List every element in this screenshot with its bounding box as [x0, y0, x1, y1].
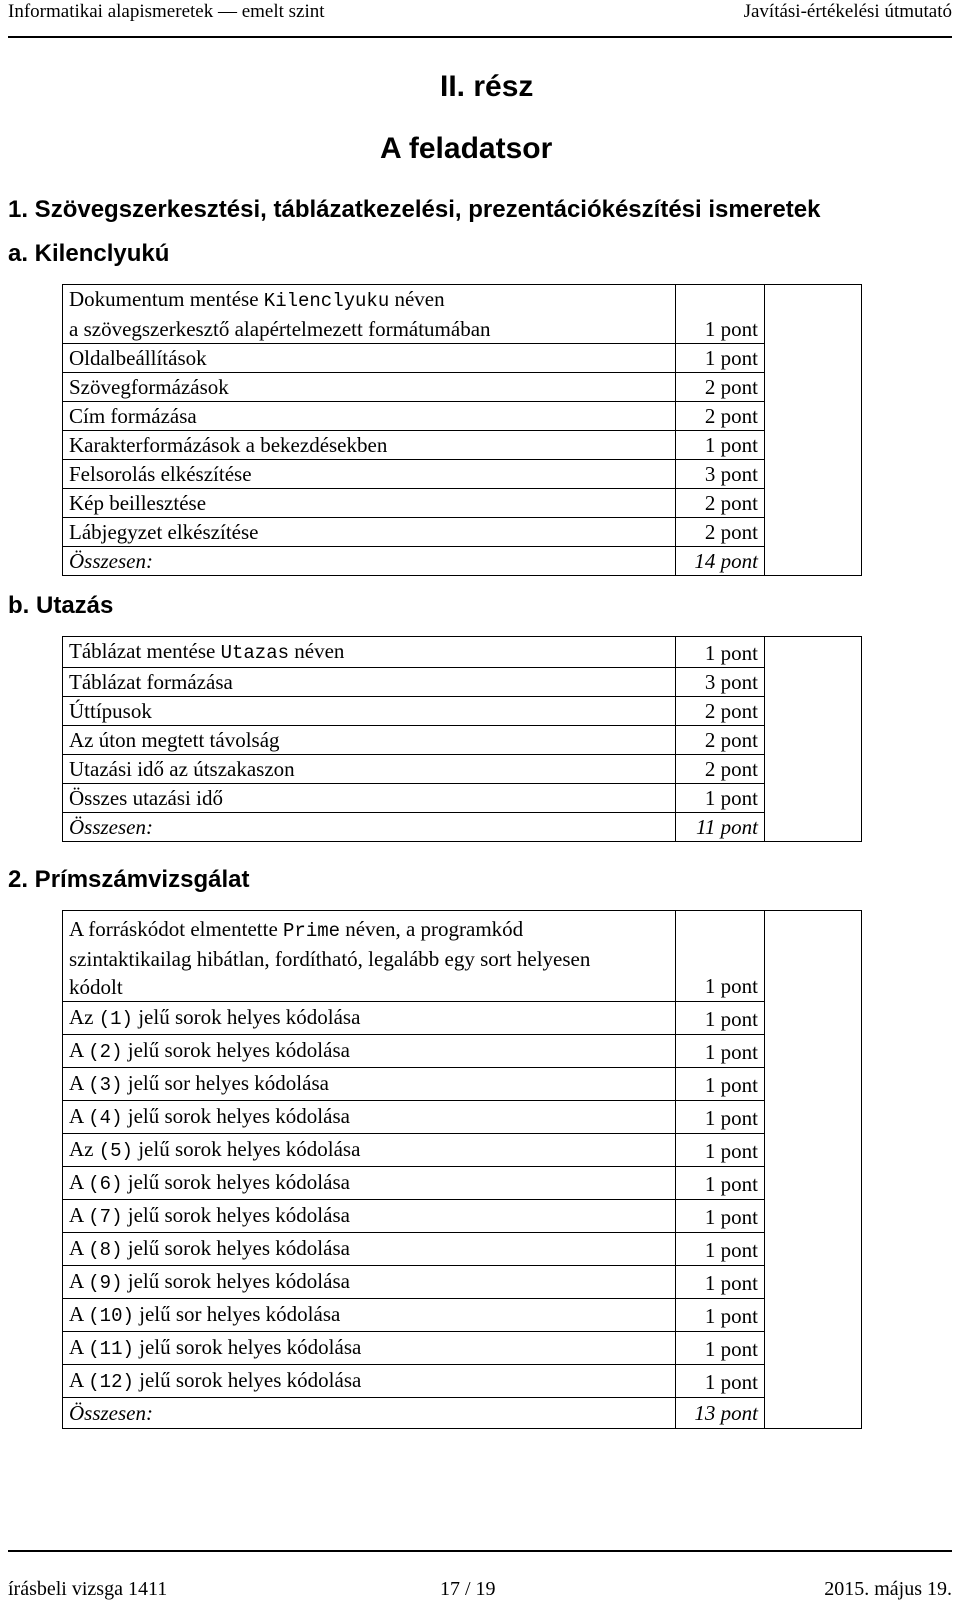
row-points: 2 pont: [676, 726, 765, 755]
row-points: 1 pont: [676, 911, 765, 1002]
row-points: 2 pont: [676, 402, 765, 431]
header-right: Javítási-értékelési útmutató: [743, 1, 952, 22]
total-points: 11 pont: [676, 813, 765, 842]
table-row: [63, 1035, 862, 1068]
table-row: [63, 1167, 862, 1200]
row-points: 1 pont: [676, 1200, 765, 1233]
row-label: A (11) jelű sorok helyes kódolása: [63, 1332, 676, 1365]
row-points: 2 pont: [676, 755, 765, 784]
row-label: Táblázat mentése Utazas néven: [63, 637, 676, 668]
row-label: A (7) jelű sorok helyes kódolása: [63, 1200, 676, 1233]
row-label: Oldalbeállítások: [63, 344, 676, 373]
table-row: [63, 1332, 862, 1365]
row-points: 3 pont: [676, 460, 765, 489]
table-row: [63, 1200, 862, 1233]
table-row: [63, 1233, 862, 1266]
total-row: [63, 1398, 862, 1429]
row-label: A (4) jelű sorok helyes kódolása: [63, 1101, 676, 1134]
table-row: [63, 1266, 862, 1299]
table-row: [63, 1101, 862, 1134]
score-table-a: [62, 284, 862, 576]
section-1-heading: 1. Szövegszerkesztési, táblázatkezelési, prezentációkészítési ismeretek: [8, 196, 821, 223]
header-rule: [8, 36, 952, 38]
score-entry-cell: [765, 285, 862, 576]
row-label: A (10) jelű sor helyes kódolása: [63, 1299, 676, 1332]
row-points: 1 pont: [676, 1299, 765, 1332]
subsection-a-heading: a. Kilenclyukú: [8, 240, 170, 267]
table-row: [63, 460, 862, 489]
table-row: [63, 668, 862, 697]
row-label: Az (1) jelű sorok helyes kódolása: [63, 1002, 676, 1035]
table-row: [63, 1299, 862, 1332]
row-label: Úttípusok: [63, 697, 676, 726]
row-label: Cím formázása: [63, 402, 676, 431]
score-table-b: [62, 636, 862, 842]
row-label: Az (5) jelű sorok helyes kódolása: [63, 1134, 676, 1167]
page-footer: [8, 1578, 952, 1608]
row-label: A (2) jelű sorok helyes kódolása: [63, 1035, 676, 1068]
table-row: [63, 1068, 862, 1101]
total-label: Összesen:: [63, 813, 676, 842]
total-row: [63, 547, 862, 576]
table-row: [63, 518, 862, 547]
section-2-heading: 2. Prímszámvizsgálat: [8, 866, 250, 893]
table-row: [63, 755, 862, 784]
table-row: [63, 344, 862, 373]
row-points: 1 pont: [676, 1101, 765, 1134]
subsection-b-heading: b. Utazás: [8, 592, 114, 619]
page-header: [8, 0, 952, 32]
row-label: Összes utazási idő: [63, 784, 676, 813]
row-points: 1 pont: [676, 1035, 765, 1068]
table-row: [63, 1134, 862, 1167]
total-points: 14 pont: [676, 547, 765, 576]
row-points: 1 pont: [676, 1365, 765, 1398]
score-entry-cell: [765, 911, 862, 1429]
row-label: Az úton megtett távolság: [63, 726, 676, 755]
row-label: Felsorolás elkészítése: [63, 460, 676, 489]
row-label: A (6) jelű sorok helyes kódolása: [63, 1167, 676, 1200]
row-points: 1 pont: [676, 1167, 765, 1200]
table-row: [63, 697, 862, 726]
row-points: 1 pont: [676, 1332, 765, 1365]
row-points: 2 pont: [676, 518, 765, 547]
footer-left: írásbeli vizsga 1411: [8, 1578, 168, 1600]
page-title: A feladatsor: [380, 132, 553, 165]
score-entry-cell: [765, 637, 862, 842]
row-points: 1 pont: [676, 431, 765, 460]
row-points: 2 pont: [676, 489, 765, 518]
total-label: Összesen:: [63, 547, 676, 576]
footer-date: 2015. május 19.: [824, 1578, 952, 1600]
row-label: Lábjegyzet elkészítése: [63, 518, 676, 547]
row-points: 1 pont: [676, 1068, 765, 1101]
table-row: [63, 402, 862, 431]
row-label: Dokumentum mentése Kilenclyuku néven a szövegszerkesztő alapértelmezett formátumában: [63, 285, 676, 344]
part-title: II. rész: [440, 70, 534, 103]
table-row: [63, 285, 862, 344]
row-points: 1 pont: [676, 1233, 765, 1266]
table-row: [63, 1365, 862, 1398]
page-number: 17 / 19: [440, 1578, 496, 1600]
row-label: A (3) jelű sor helyes kódolása: [63, 1068, 676, 1101]
row-points: 1 pont: [676, 1266, 765, 1299]
table-row: [63, 373, 862, 402]
row-label: A forráskódot elmentette Prime néven, a programkód szintaktikailag hibátlan, fordítható, legalább egy sort helyesen kódolt: [63, 911, 676, 1002]
row-label: A (9) jelű sorok helyes kódolása: [63, 1266, 676, 1299]
row-label: Szövegformázások: [63, 373, 676, 402]
total-label: Összesen:: [63, 1398, 676, 1429]
table-row: [63, 489, 862, 518]
total-row: [63, 813, 862, 842]
table-row: [63, 431, 862, 460]
row-label: Táblázat formázása: [63, 668, 676, 697]
row-points: 1 pont: [676, 344, 765, 373]
table-row: [63, 1002, 862, 1035]
row-label: Utazási idő az útszakaszon: [63, 755, 676, 784]
row-points: 2 pont: [676, 697, 765, 726]
row-points: 1 pont: [676, 784, 765, 813]
row-label: Karakterformázások a bekezdésekben: [63, 431, 676, 460]
header-left: Informatikai alapismeretek — emelt szint: [8, 1, 325, 22]
total-points: 13 pont: [676, 1398, 765, 1429]
table-row: [63, 637, 862, 668]
row-points: 2 pont: [676, 373, 765, 402]
row-points: 1 pont: [676, 637, 765, 668]
row-points: 1 pont: [676, 1002, 765, 1035]
score-table-2: [62, 910, 862, 1429]
row-label: A (12) jelű sorok helyes kódolása: [63, 1365, 676, 1398]
row-label: A (8) jelű sorok helyes kódolása: [63, 1233, 676, 1266]
row-points: 3 pont: [676, 668, 765, 697]
footer-rule: [8, 1550, 952, 1552]
row-label: Kép beillesztése: [63, 489, 676, 518]
table-row: [63, 784, 862, 813]
table-row: [63, 911, 862, 1002]
row-points: 1 pont: [676, 285, 765, 344]
row-points: 1 pont: [676, 1134, 765, 1167]
table-row: [63, 726, 862, 755]
